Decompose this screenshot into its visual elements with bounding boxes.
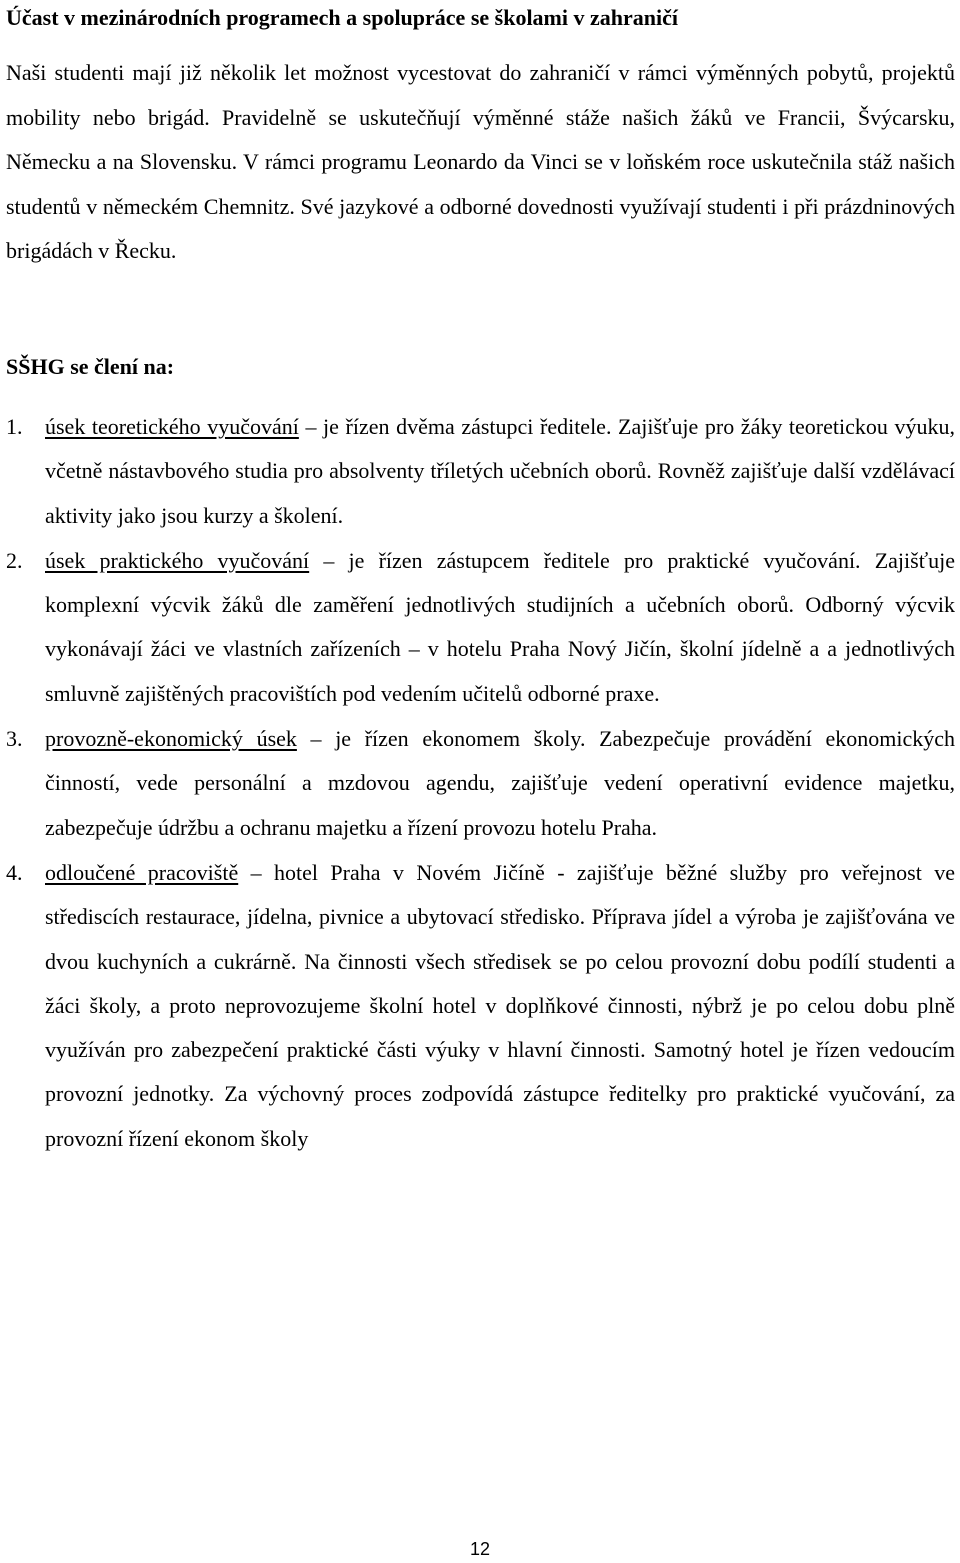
- intro-paragraph: Naši studenti mají již několik let možnost vycestovat do zahraničí v rámci výměnných pobytů, projektů mobility nebo brigád. Pravidelně se uskutečňují výměnné stáže našich žáků ve Francii, Švýcarsku, Německu a na Slovensku. V rámci programu Leonardo da Vinci se v loňském roce uskutečnila stáž našich studentů v německém Chemnitz. Své jazykové a odborné dovednosti využívají studenti i při prázdninových brigádách v Řecku.: [6, 60, 955, 263]
- department-description: – je řízen ekonomem školy. Zabezpečuje provádění ekonomických činností, vede personální a mzdovou agendu, zajišťuje vedení operativní evidence majetku, zabezpečuje údržbu a ochranu majetku a řízení provozu hotelu Praha.: [45, 726, 955, 840]
- list-number: 4.: [6, 859, 23, 885]
- department-list: [6, 405, 955, 1162]
- list-item-practice: [6, 539, 955, 716]
- list-item-theory: [6, 405, 955, 538]
- department-term: úsek praktického vyučování: [45, 547, 310, 573]
- list-number: 3.: [6, 726, 23, 752]
- department-term: provozně-ekonomický úsek: [45, 726, 297, 752]
- list-number: 2.: [6, 547, 23, 573]
- department-term: úsek teoretického vyučování: [45, 414, 299, 439]
- list-item-economics: [6, 717, 955, 850]
- department-description: – je řízen zástupcem ředitele pro praktické vyučování. Zajišťuje komplexní výcvik žáků dle zaměření jednotlivých studijních a učebních oborů. Odborný výcvik vykonávají žáci ve vlastních zařízeních – v hotelu Praha Nový Jičín, školní jídelně a a jednotlivých smluvně zajištěných pracovištích pod vedením učitelů odborné praxe.: [45, 547, 955, 706]
- organization-subheading: SŠHG se člení na:: [6, 354, 175, 379]
- department-description: – je řízen dvěma zástupci ředitele. Zajišťuje pro žáky teoretickou výuku, včetně nástavbového studia pro absolventy tříletých učebních oborů. Rovněž zajišťuje další vzdělávací aktivity jako jsou kurzy a školení.: [45, 414, 955, 528]
- department-description: – hotel Praha v Novém Jičíně - zajišťuje běžné služby pro veřejnost ve střediscích restaurace, jídelna, pivnice a ubytovací středisko. Příprava jídel a výroba je zajišťována ve dvou kuchyních a cukrárně. Na činnosti všech středisek se po celou provozní dobu podílí studenti a žáci školy, a proto neprovozujeme školní hotel v doplňkové činnosti, nýbrž je po celou dobu plně využíván pro zabezpečení praktické části výuky v hlavní činnosti. Samotný hotel je řízen vedoucím provozní jednotky. Za výchovný proces zodpovídá zástupce ředitelky pro praktické vyučování, za provozní řízení ekonom školy: [45, 859, 955, 1151]
- page-number: 12: [469, 1539, 491, 1559]
- department-term: odloučené pracoviště: [45, 859, 239, 885]
- list-item-branch: [6, 851, 955, 1161]
- section-heading: Účast v mezinárodních programech a spolupráce se školami v zahraničí: [6, 5, 678, 30]
- list-number: 1.: [6, 414, 23, 439]
